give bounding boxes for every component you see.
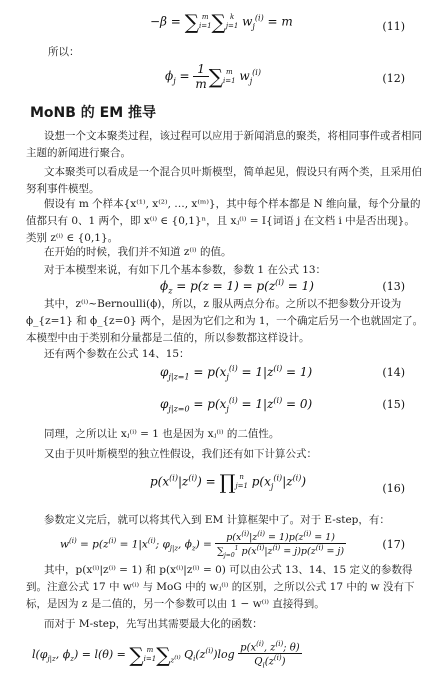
equation-17: $w^{(i)} = p(z^{(i)} = 1|x^{(i)}$; $\varphi_{j|z}$, $\phi_z$) = $\frac{p(x^{(i)}|z^{(i)} = 1)p(z^{(i)} = 1)}{\sum_{j=0}^1 p(x^{(i)}|z^{(i)} = j)p(z^{(i)} = j)}$ — [60, 530, 345, 560]
paragraph-5: 对于本模型来说，有如下几个基本参数，参数 1 在公式 13： — [44, 264, 327, 276]
paragraph-6: 其中，z⁽ⁱ⁾~Bernoulli(ϕ)，所以，z 服从两点分布。之所以不把参数分开设为 ϕ_{z=1} 和 ϕ_{z=0} 两个，是因为它们之和为 1，一个确定后另一个也就固定了。本模型中由于类别和分量都是二值的，所以参数都这样设计。 — [26, 298, 424, 344]
paragraph-4: 在开始的时候，我们并不知道 z⁽ⁱ⁾ 的值。 — [44, 246, 232, 258]
paragraph-8: 同理，之所以让 xⱼ⁽ⁱ⁾ = 1 也是因为 xⱼ⁽ⁱ⁾ 的二值性。 — [44, 428, 280, 440]
equation-13: $\phi_z = p(z = 1) = p(z^{(i)} = 1)$ — [160, 278, 314, 296]
so-label: 所以： — [48, 46, 80, 58]
section-heading: MoNB 的 EM 推导 — [30, 105, 157, 121]
equation-15: $\varphi_{j|z=0} = p(x_j^{(i)} = 1|z^{(i)} = 0)$ — [160, 396, 313, 414]
equation-12: $\phi_j$ = $\frac{1}{m}$ ∑ m i=1 $w_j^{(i)}$ — [165, 62, 261, 91]
equation-14: $\varphi_{j|z=1} = p(x_j^{(i)} = 1|z^{(i)} = 1)$ — [160, 364, 313, 382]
paragraph-3: 假设有 m 个样本{x⁽¹⁾, x⁽²⁾, …, x⁽ᵐ⁾}，其中每个样本都是 N 维向量，每个分量的值都只有 0、1 两个，即 x⁽ⁱ⁾ ∈ {0,1}ⁿ，且 xⱼ⁽ⁱ⁾ = I{词语 j 在文档 i 中是否出现}。类别 z⁽ⁱ⁾ ∈ {0,1}。 — [26, 198, 421, 244]
equation-18: $l(\varphi_{j|z}$, $\phi_z) = l(\theta)$ = ∑ m i=1∑ $z^{(i)}$ $Q_i(z^{(i)})\log$ $\frac{p(x^{(i)}, z^{(i)}; \theta)}{Q_i(z^{(i)})}$ — [32, 640, 300, 670]
equation-16: $p(x^{(i)}|z^{(i)})$ = ∏ n j=1 $p(x_j^{(i)}|z^{(i)})$ — [150, 470, 307, 494]
paragraph-7: 还有两个参数在公式 14、15： — [44, 348, 190, 360]
equation-11: −β = ∑ m i=1∑ k j=1 $w_j^{(i)} = m$ — [150, 10, 293, 34]
paragraph-2: 文本聚类可以看成是一个混合贝叶斯模型，简单起见，假设只有两个类，且采用伯努利事件模型。 — [26, 166, 422, 195]
equation-11-number: (11) — [382, 20, 405, 33]
paragraph-1: 设想一个文本聚类过程，该过程可以应用于新闻消息的聚类，将相同事件或者相同主题的新闻进行聚合。 — [26, 130, 422, 159]
equation-17-number: (17) — [382, 538, 405, 551]
equation-13-number: (13) — [382, 280, 405, 293]
equation-16-number: (16) — [382, 482, 405, 495]
equation-12-number: (12) — [382, 72, 405, 85]
paragraph-11: 其中，p(x⁽ⁱ⁾|z⁽ⁱ⁾ = 1) 和 p(x⁽ⁱ⁾|z⁽ⁱ⁾ = 0) 可以由公式 13、14、15 定义的参数得到。注意公式 17 中 w⁽ⁱ⁾ 与 MoG 中的 wⱼ⁽ⁱ⁾ 的区别，之所以公式 17 中的 w 没有下标，是因为 z 是二值的，另一个参数可以由 1 − w⁽ⁱ⁾ 直接得到。 — [26, 564, 415, 610]
paragraph-12: 而对于 M-step，先写出其需要最大化的函数： — [44, 618, 263, 630]
paragraph-9: 又由于贝叶斯模型的独立性假设，我们还有如下计算公式： — [44, 448, 317, 460]
paragraph-10: 参数定义完后，就可以将其代入到 EM 计算框架中了。对于 E-step，有： — [44, 514, 390, 526]
equation-15-number: (15) — [382, 398, 405, 411]
equation-14-number: (14) — [382, 366, 405, 379]
